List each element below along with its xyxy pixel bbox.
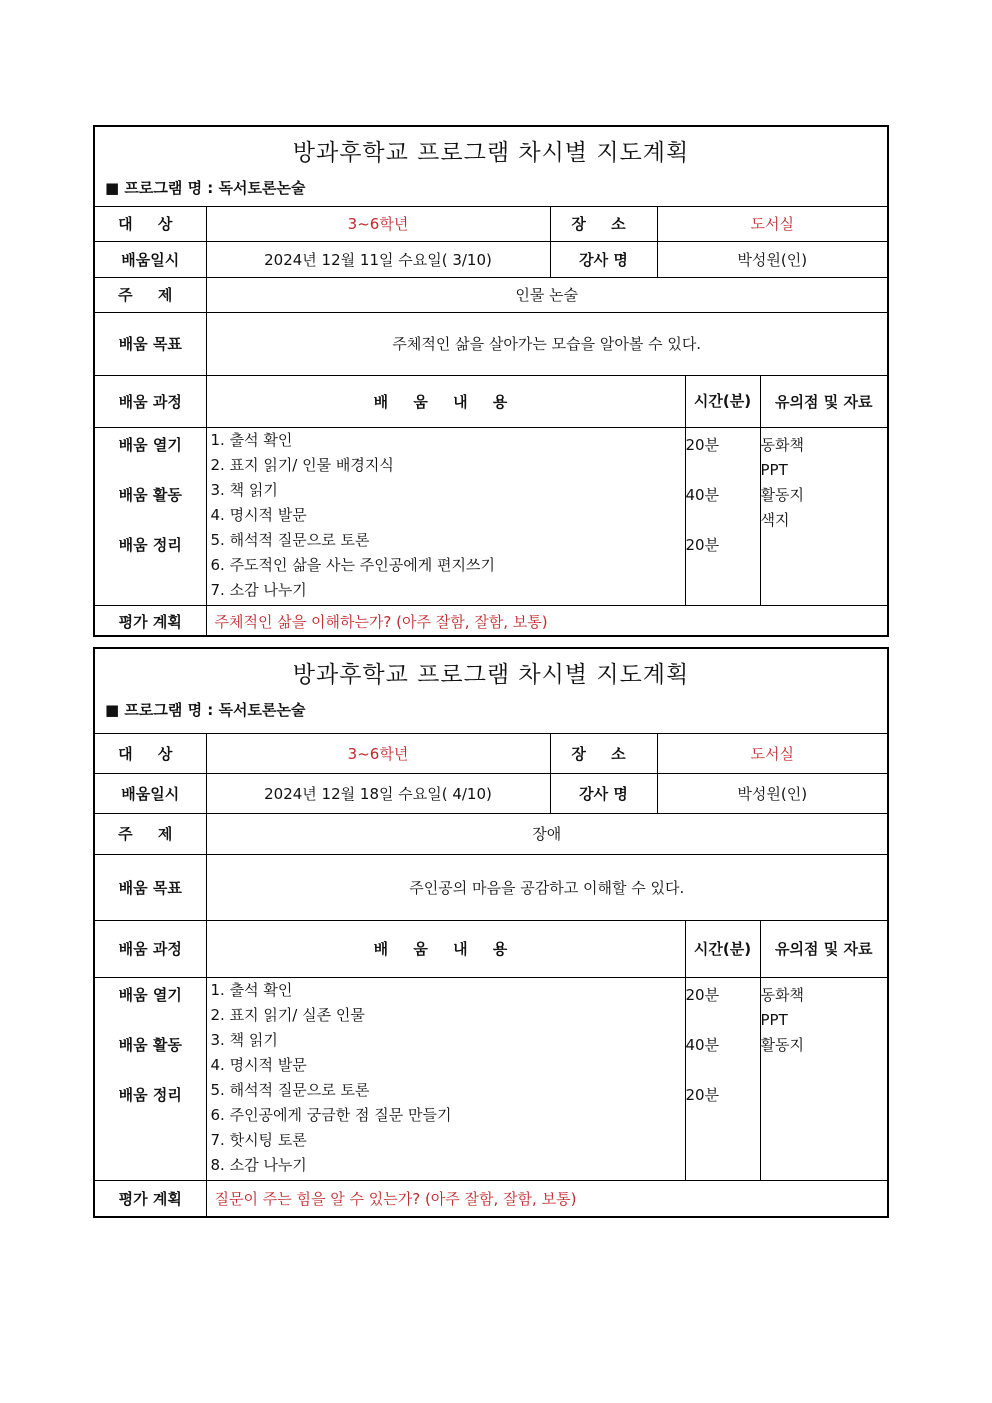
content-item: 7. 핫시팅 토론 — [210, 1130, 307, 1149]
goal-label: 배움 목표 — [95, 312, 206, 375]
material-item: 활동지 — [760, 1035, 804, 1054]
contents-cell — [206, 427, 685, 605]
materials-label: 유의점 및 자료 — [760, 375, 887, 427]
material-item: 활동지 — [760, 485, 804, 504]
evaluation-value: 질문이 주는 힘을 알 수 있는가? (아주 잘함, 잘함, 보통) — [206, 1180, 887, 1217]
target-value: 3~6학년 — [206, 206, 550, 241]
teacher-value: 박성원(인) — [657, 773, 887, 813]
material-item: 동화책 — [760, 435, 804, 454]
process-label: 배움 과정 — [95, 375, 206, 427]
content-item: 1. 출석 확인 — [210, 980, 293, 999]
time-label: 시간(분) — [685, 920, 760, 977]
goal-value: 주인공의 마음을 공감하고 이해할 수 있다. — [206, 854, 887, 920]
topic-value: 인물 논술 — [206, 277, 887, 312]
time-label: 시간(분) — [685, 375, 760, 427]
material-item: PPT — [760, 460, 788, 479]
time-item: 20분 — [685, 985, 720, 1004]
materials-label: 유의점 및 자료 — [760, 920, 887, 977]
material-item: 동화책 — [760, 985, 804, 1004]
stages-cell — [95, 977, 206, 1180]
content-item: 6. 주도적인 삶을 사는 주인공에게 편지쓰기 — [210, 555, 495, 574]
teacher-label: 강사 명 — [550, 241, 657, 277]
evaluation-label: 평가 계획 — [95, 1180, 206, 1217]
times-cell — [685, 977, 760, 1180]
evaluation-label: 평가 계획 — [95, 605, 206, 637]
time-item: 20분 — [685, 435, 720, 454]
stage-item: 배움 정리 — [118, 1085, 182, 1104]
target-label: 대 상 — [95, 206, 206, 241]
content-item: 5. 해석적 질문으로 토론 — [210, 530, 370, 549]
content-item: 1. 출석 확인 — [210, 430, 293, 449]
place-label: 장 소 — [550, 733, 657, 773]
date-value: 2024년 12월 11일 수요일( 3/10) — [206, 241, 550, 277]
target-label: 대 상 — [95, 733, 206, 773]
place-value: 도서실 — [657, 206, 887, 241]
stage-item: 배움 활동 — [118, 1035, 182, 1054]
goal-value: 주체적인 삶을 살아가는 모습을 알아볼 수 있다. — [206, 312, 887, 375]
header-cell — [95, 127, 887, 206]
process-label: 배움 과정 — [95, 920, 206, 977]
content-item: 6. 주인공에게 궁금한 점 질문 만들기 — [210, 1105, 452, 1124]
materials-cell — [760, 427, 887, 605]
plan-title: 방과후학교 프로그램 차시별 지도계획 — [292, 140, 690, 166]
material-item: PPT — [760, 1010, 788, 1029]
date-label: 배움일시 — [95, 241, 206, 277]
content-item: 2. 표지 읽기/ 인물 배경지식 — [210, 455, 394, 474]
program-name: ■ 프로그램 명 : 독서토론논술 — [105, 701, 306, 719]
stage-item: 배움 정리 — [118, 535, 182, 554]
time-item: 40분 — [685, 485, 720, 504]
teacher-value: 박성원(인) — [657, 241, 887, 277]
place-label: 장 소 — [550, 206, 657, 241]
content-item: 8. 소감 나누기 — [210, 1155, 307, 1174]
content-item: 4. 명시적 발문 — [210, 505, 307, 524]
content-item: 4. 명시적 발문 — [210, 1055, 307, 1074]
topic-label: 주 제 — [95, 813, 206, 854]
stage-item: 배움 활동 — [118, 485, 182, 504]
content-item: 2. 표지 읽기/ 실존 인물 — [210, 1005, 365, 1024]
material-item: 색지 — [760, 510, 790, 529]
stages-cell — [95, 427, 206, 605]
content-item: 5. 해석적 질문으로 토론 — [210, 1080, 370, 1099]
content-item: 7. 소감 나누기 — [210, 580, 307, 599]
date-label: 배움일시 — [95, 773, 206, 813]
content-item: 3. 책 읽기 — [210, 1030, 278, 1049]
stage-item: 배움 열기 — [118, 435, 182, 454]
teacher-label: 강사 명 — [550, 773, 657, 813]
place-value: 도서실 — [657, 733, 887, 773]
topic-value: 장애 — [206, 813, 887, 854]
goal-label: 배움 목표 — [95, 854, 206, 920]
time-item: 20분 — [685, 1085, 720, 1104]
lesson-plan-1 — [93, 125, 889, 637]
time-item: 40분 — [685, 1035, 720, 1054]
materials-cell — [760, 977, 887, 1180]
contents-cell — [206, 977, 685, 1180]
content-item: 3. 책 읽기 — [210, 480, 278, 499]
program-name: ■ 프로그램 명 : 독서토론논술 — [105, 179, 306, 197]
plan-title: 방과후학교 프로그램 차시별 지도계획 — [292, 662, 690, 688]
content-label: 배 움 내 용 — [206, 375, 685, 427]
target-value: 3~6학년 — [206, 733, 550, 773]
stage-item: 배움 열기 — [118, 985, 182, 1004]
evaluation-value: 주체적인 삶을 이해하는가? (아주 잘함, 잘함, 보통) — [206, 605, 887, 637]
content-label: 배 움 내 용 — [206, 920, 685, 977]
time-item: 20분 — [685, 535, 720, 554]
header-cell — [95, 649, 887, 733]
lesson-plan-2 — [93, 647, 889, 1218]
times-cell — [685, 427, 760, 605]
topic-label: 주 제 — [95, 277, 206, 312]
date-value: 2024년 12월 18일 수요일( 4/10) — [206, 773, 550, 813]
